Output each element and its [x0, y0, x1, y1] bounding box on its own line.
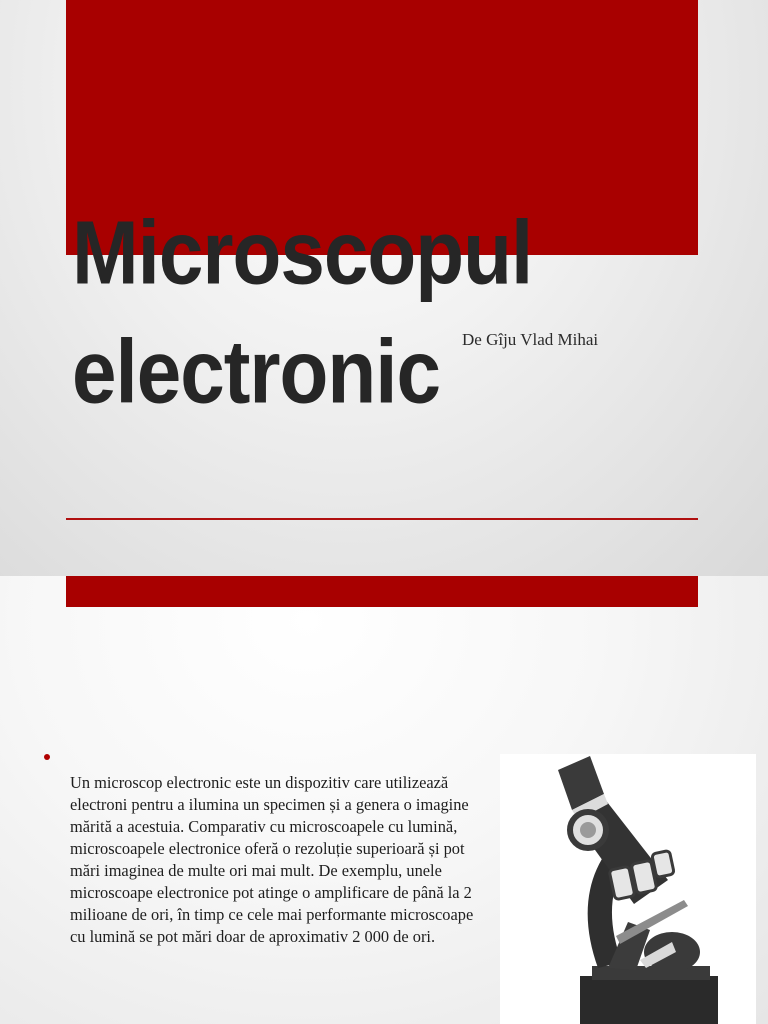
title-line-1: Microscopul	[72, 202, 533, 303]
slide-title	[72, 194, 542, 431]
body-paragraph: Un microscop electronic este un dispozitiv care utilizează electroni pentru a ilumina un specimen și a genera o imagine mărită a acestuia. Comparativ cu microscoapele cu lumină, microscoapele electronice oferă o rezoluție superioară și pot mări imaginea de multe ori mai mult. De exemplu, unele microscoape electronice pot atinge o amplificare de până la 2 milioane de ori, în timp ce cele mai performante microscoape cu lumină se pot mări doar de aproximativ 2 000 de ori.	[70, 773, 474, 946]
bullet-icon	[44, 754, 50, 760]
content-slide	[0, 576, 768, 1024]
content-red-block	[66, 576, 698, 607]
author-subtitle: De Gîju Vlad Mihai	[462, 330, 599, 349]
title-divider	[66, 518, 698, 520]
title-line-2: electronic	[72, 321, 440, 422]
microscope-icon	[500, 754, 756, 1024]
microscope-image	[500, 754, 756, 1024]
